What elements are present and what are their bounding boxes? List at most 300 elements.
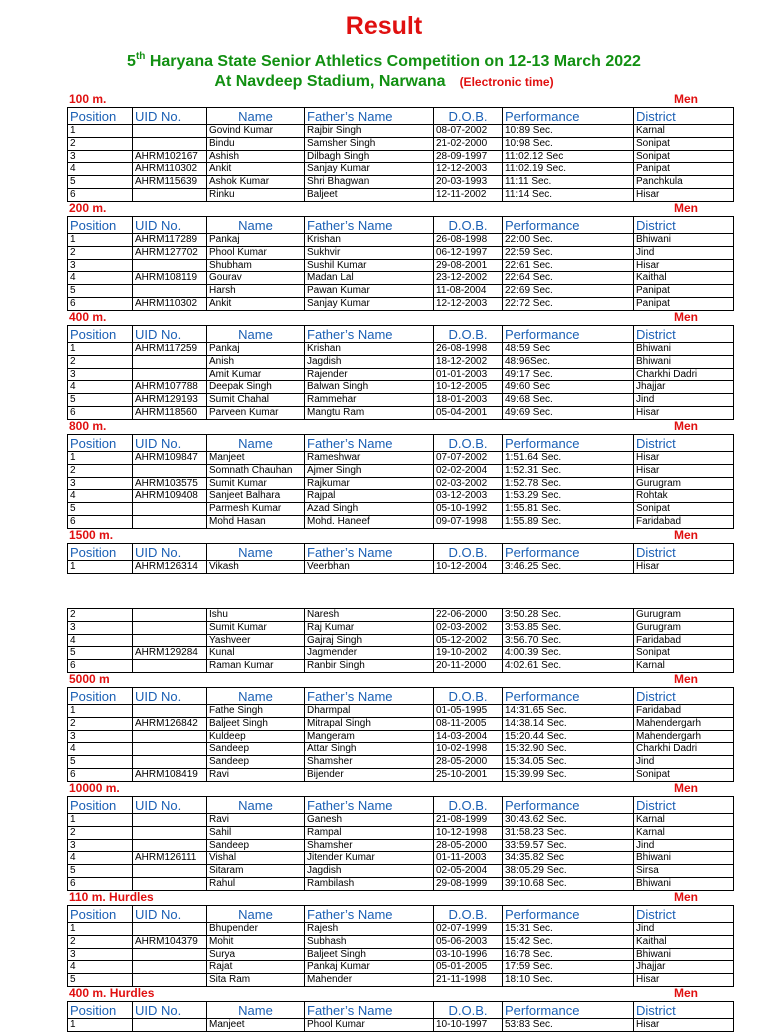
cell-name: Harsh [207,285,305,298]
event-header [67,528,700,543]
column-header-position: Position [68,326,133,343]
cell-uid [133,1019,207,1032]
cell-performance: 49:17 Sec. [503,368,634,381]
cell-performance: 15:20.44 Sec. [503,730,634,743]
cell-position: 3 [68,259,133,272]
cell-father: Rajbir Singh [305,125,434,138]
cell-dob: 22-06-2000 [434,609,503,622]
cell-dob: 20-03-1993 [434,176,503,189]
event-name: 110 m. Hurdles [69,890,154,904]
cell-father: Rameshwar [305,452,434,465]
cell-name: Sahil [207,826,305,839]
table-row [68,634,734,647]
cell-district: Hisar [634,1019,734,1032]
cell-uid [133,464,207,477]
cell-name: Shubham [207,259,305,272]
cell-district: Sonipat [634,137,734,150]
cell-name: Ishu [207,609,305,622]
cell-district: Hisar [634,406,734,419]
cell-name: Gourav [207,272,305,285]
cell-uid [133,285,207,298]
event-header [67,201,700,216]
cell-performance: 22:59 Sec. [503,246,634,259]
event-gender: Men [674,672,698,686]
cell-father: Azad Singh [305,503,434,516]
cell-name: Amit Kumar [207,368,305,381]
cell-father: Krishan [305,234,434,247]
cell-name: Fathe Singh [207,705,305,718]
cell-father: Rambilash [305,877,434,890]
cell-name: Raman Kumar [207,660,305,673]
cell-performance: 15:32.90 Sec. [503,743,634,756]
event-name: 800 m. [69,419,107,433]
column-header-dob: D.O.B. [434,326,503,343]
cell-uid [133,974,207,987]
cell-father: Rammehar [305,394,434,407]
table-row [68,814,734,827]
results-table [67,543,734,574]
result-title: Result [345,12,423,40]
cell-district: Jind [634,756,734,769]
cell-dob: 07-07-2002 [434,452,503,465]
cell-dob: 21-08-1999 [434,814,503,827]
cell-name: Ashok Kumar [207,176,305,189]
cell-father: Baljeet Singh [305,948,434,961]
cell-uid [133,660,207,673]
cell-father: Sushil Kumar [305,259,434,272]
table-row [68,297,734,310]
cell-father: Mahender [305,974,434,987]
cell-position: 1 [68,561,133,574]
column-header-district: District [634,435,734,452]
cell-name: Surya [207,948,305,961]
table-row [68,477,734,490]
venue-line [0,73,768,91]
cell-father: Pawan Kumar [305,285,434,298]
cell-performance: 14:31.65 Sec. [503,705,634,718]
cell-district: Faridabad [634,634,734,647]
cell-dob: 02-03-2002 [434,621,503,634]
event-section [67,310,700,420]
cell-dob: 03-10-1996 [434,948,503,961]
cell-performance: 14:38.14 Sec. [503,717,634,730]
cell-performance: 22:00 Sec. [503,234,634,247]
cell-father: Jagdish [305,355,434,368]
table-row [68,705,734,718]
cell-position: 1 [68,705,133,718]
cell-dob: 11-08-2004 [434,285,503,298]
cell-district: Gurugram [634,621,734,634]
cell-position: 4 [68,272,133,285]
cell-father: Mohd. Haneef [305,515,434,528]
event-header [67,890,700,905]
table-row [68,609,734,622]
cell-name: Bindu [207,137,305,150]
cell-performance: 39:10.68 Sec. [503,877,634,890]
event-name: 10000 m. [69,781,120,795]
cell-dob: 02-07-1999 [434,923,503,936]
cell-position: 2 [68,935,133,948]
event-gender: Men [674,92,698,106]
cell-name: Sanjeet Balhara [207,490,305,503]
event-gender: Men [674,528,698,542]
cell-name: Vishal [207,852,305,865]
column-header-name: Name [207,435,305,452]
cell-dob: 03-12-2003 [434,490,503,503]
table-row [68,839,734,852]
results-table [67,796,734,891]
cell-name: Sandeep [207,839,305,852]
cell-dob: 02-05-2004 [434,865,503,878]
cell-dob: 20-11-2000 [434,660,503,673]
cell-uid: AHRM126842 [133,717,207,730]
cell-father: Jitender Kumar [305,852,434,865]
cell-father: Naresh [305,609,434,622]
table-row [68,865,734,878]
cell-name: Sandeep [207,756,305,769]
cell-district: Bhiwani [634,877,734,890]
cell-name: Kunal [207,647,305,660]
cell-position: 4 [68,961,133,974]
column-header-position: Position [68,217,133,234]
column-header-dob: D.O.B. [434,797,503,814]
cell-performance: 17:59 Sec. [503,961,634,974]
cell-performance: 33:59.57 Sec. [503,839,634,852]
cell-district: Bhiwani [634,948,734,961]
cell-name: Ankit [207,163,305,176]
cell-position: 1 [68,452,133,465]
cell-uid: AHRM107788 [133,381,207,394]
event-gender: Men [674,419,698,433]
cell-position: 1 [68,1019,133,1032]
cell-father: Sukhvir [305,246,434,259]
cell-name: Anish [207,355,305,368]
cell-performance: 10:98 Sec. [503,137,634,150]
cell-uid: AHRM127702 [133,246,207,259]
cell-district: Karnal [634,814,734,827]
cell-father: Dharmpal [305,705,434,718]
cell-dob: 12-12-2003 [434,297,503,310]
cell-position: 2 [68,826,133,839]
cell-uid: AHRM117289 [133,234,207,247]
column-header-performance: Performance [503,108,634,125]
cell-father: Bijender [305,768,434,781]
table-row [68,259,734,272]
table-row [68,935,734,948]
cell-position: 1 [68,234,133,247]
table-row [68,343,734,356]
column-header-district: District [634,326,734,343]
column-header-district: District [634,108,734,125]
cell-dob: 14-03-2004 [434,730,503,743]
table-row [68,272,734,285]
cell-performance: 22:64 Sec. [503,272,634,285]
table-row [68,768,734,781]
cell-performance: 22:61 Sec. [503,259,634,272]
cell-position: 5 [68,865,133,878]
column-header-father: Father’s Name [305,326,434,343]
cell-name: Pankaj [207,343,305,356]
cell-dob: 18-12-2002 [434,355,503,368]
cell-performance: 1:52.78 Sec. [503,477,634,490]
table-row [68,621,734,634]
cell-uid [133,609,207,622]
column-header-dob: D.O.B. [434,1002,503,1019]
cell-uid: AHRM102167 [133,150,207,163]
cell-father: Sanjay Kumar [305,297,434,310]
cell-name: Vikash [207,561,305,574]
results-table [67,216,734,311]
cell-name: Baljeet Singh [207,717,305,730]
table-row [68,515,734,528]
cell-dob: 05-04-2001 [434,406,503,419]
table-row [68,381,734,394]
table-row [68,826,734,839]
cell-father: Balwan Singh [305,381,434,394]
cell-district: Karnal [634,125,734,138]
cell-father: Ranbir Singh [305,660,434,673]
cell-district: Panipat [634,163,734,176]
venue-text: At Navdeep Stadium, Narwana [214,73,446,90]
cell-performance: 1:51.64 Sec. [503,452,634,465]
cell-dob: 01-05-1995 [434,705,503,718]
cell-position: 6 [68,877,133,890]
cell-name: Sumit Kumar [207,477,305,490]
table-row [68,368,734,381]
event-header [67,310,700,325]
results-table [67,608,734,673]
cell-dob: 29-08-2001 [434,259,503,272]
cell-name: Manjeet [207,1019,305,1032]
cell-name: Yashveer [207,634,305,647]
cell-position: 2 [68,717,133,730]
cell-district: Sonipat [634,150,734,163]
event-section [67,672,700,782]
cell-uid [133,948,207,961]
table-row [68,150,734,163]
column-header-uid: UID No. [133,1002,207,1019]
competition-name: Haryana State Senior Athletics Competition on 12-13 March 2022 [145,53,641,70]
cell-dob: 01-11-2003 [434,852,503,865]
cell-uid: AHRM115639 [133,176,207,189]
cell-position: 2 [68,609,133,622]
cell-uid [133,705,207,718]
cell-district: Charkhi Dadri [634,743,734,756]
cell-father: Attar Singh [305,743,434,756]
cell-performance: 10:89 Sec. [503,125,634,138]
event-gender: Men [674,781,698,795]
cell-uid: AHRM108119 [133,272,207,285]
column-header-position: Position [68,435,133,452]
column-header-name: Name [207,326,305,343]
table-row [68,188,734,201]
cell-uid [133,259,207,272]
column-header-name: Name [207,108,305,125]
column-header-district: District [634,1002,734,1019]
table-row [68,137,734,150]
cell-uid: AHRM109408 [133,490,207,503]
table-row [68,1019,734,1032]
cell-position: 1 [68,125,133,138]
cell-dob: 29-08-1999 [434,877,503,890]
results-table [67,905,734,987]
cell-father: Mangeram [305,730,434,743]
table-header-row [68,108,734,125]
column-header-district: District [634,688,734,705]
cell-father: Krishan [305,343,434,356]
column-header-performance: Performance [503,797,634,814]
column-header-father: Father’s Name [305,217,434,234]
cell-district: Kaithal [634,935,734,948]
column-header-uid: UID No. [133,435,207,452]
cell-district: Karnal [634,826,734,839]
cell-uid [133,743,207,756]
cell-dob: 10-12-2004 [434,561,503,574]
cell-position: 5 [68,647,133,660]
results-table [67,1001,734,1032]
cell-father: Dilbagh Singh [305,150,434,163]
cell-uid [133,756,207,769]
event-name: 1500 m. [69,528,114,542]
table-header-row [68,797,734,814]
event-section [67,608,700,673]
cell-uid: AHRM126111 [133,852,207,865]
column-header-father: Father’s Name [305,544,434,561]
cell-father: Rajender [305,368,434,381]
cell-name: Sita Ram [207,974,305,987]
column-header-performance: Performance [503,906,634,923]
cell-name: Sandeep [207,743,305,756]
cell-uid [133,634,207,647]
cell-district: Sonipat [634,503,734,516]
cell-father: Phool Kumar [305,1019,434,1032]
cell-position: 3 [68,948,133,961]
cell-name: Kuldeep [207,730,305,743]
electronic-time-note: (Electronic time) [459,75,554,89]
cell-dob: 28-09-1997 [434,150,503,163]
cell-name: Rahul [207,877,305,890]
table-header-row [68,1002,734,1019]
cell-district: Jind [634,923,734,936]
column-header-performance: Performance [503,326,634,343]
cell-uid [133,865,207,878]
column-header-position: Position [68,1002,133,1019]
table-row [68,452,734,465]
cell-father: Sanjay Kumar [305,163,434,176]
column-header-performance: Performance [503,688,634,705]
cell-position: 1 [68,343,133,356]
cell-father: Raj Kumar [305,621,434,634]
cell-performance: 1:52.31 Sec. [503,464,634,477]
cell-performance: 11:11 Sec. [503,176,634,189]
cell-uid [133,961,207,974]
cell-father: Shri Bhagwan [305,176,434,189]
cell-name: Ashish [207,150,305,163]
cell-district: Panchkula [634,176,734,189]
cell-position: 6 [68,660,133,673]
cell-name: Parmesh Kumar [207,503,305,516]
cell-district: Panipat [634,285,734,298]
results-table [67,325,734,420]
cell-uid [133,125,207,138]
cell-name: Bhupender [207,923,305,936]
cell-position: 2 [68,246,133,259]
cell-father: Ganesh [305,814,434,827]
cell-dob: 18-01-2003 [434,394,503,407]
event-header [67,986,700,1001]
cell-father: Veerbhan [305,561,434,574]
table-row [68,961,734,974]
cell-name: Deepak Singh [207,381,305,394]
column-header-dob: D.O.B. [434,217,503,234]
cell-dob: 21-02-2000 [434,137,503,150]
column-header-name: Name [207,544,305,561]
table-row [68,660,734,673]
cell-district: Sonipat [634,768,734,781]
cell-name: Ravi [207,768,305,781]
cell-position: 3 [68,150,133,163]
event-name: 5000 m [69,672,110,686]
cell-district: Kaithal [634,272,734,285]
cell-position: 1 [68,923,133,936]
cell-district: Hisar [634,974,734,987]
cell-position: 6 [68,515,133,528]
cell-father: Ajmer Singh [305,464,434,477]
cell-district: Jhajjar [634,381,734,394]
cell-district: Hisar [634,464,734,477]
cell-performance: 18:10 Sec. [503,974,634,987]
cell-position: 3 [68,368,133,381]
cell-district: Hisar [634,259,734,272]
cell-position: 3 [68,730,133,743]
ordinal-number: 5 [127,53,136,70]
cell-performance: 15:39.99 Sec. [503,768,634,781]
table-row [68,246,734,259]
cell-name: Mohit [207,935,305,948]
column-header-name: Name [207,217,305,234]
cell-position: 4 [68,490,133,503]
event-header [67,672,700,687]
column-header-father: Father’s Name [305,797,434,814]
competition-title [0,53,768,71]
cell-uid [133,503,207,516]
cell-performance: 48:96Sec. [503,355,634,368]
cell-uid [133,137,207,150]
cell-father: Samsher Singh [305,137,434,150]
column-header-uid: UID No. [133,108,207,125]
cell-dob: 10-10-1997 [434,1019,503,1032]
cell-performance: 53:83 Sec. [503,1019,634,1032]
cell-position: 4 [68,163,133,176]
column-header-dob: D.O.B. [434,435,503,452]
cell-uid [133,621,207,634]
cell-dob: 09-07-1998 [434,515,503,528]
cell-father: Madan Lal [305,272,434,285]
event-gender: Men [674,986,698,1000]
cell-performance: 1:55.89 Sec. [503,515,634,528]
cell-position: 2 [68,137,133,150]
table-header-row [68,217,734,234]
cell-uid [133,355,207,368]
cell-uid [133,515,207,528]
column-header-name: Name [207,1002,305,1019]
cell-father: Rampal [305,826,434,839]
table-row [68,176,734,189]
cell-performance: 34:35.82 Sec [503,852,634,865]
table-row [68,234,734,247]
cell-dob: 05-12-2002 [434,634,503,647]
cell-father: Subhash [305,935,434,948]
